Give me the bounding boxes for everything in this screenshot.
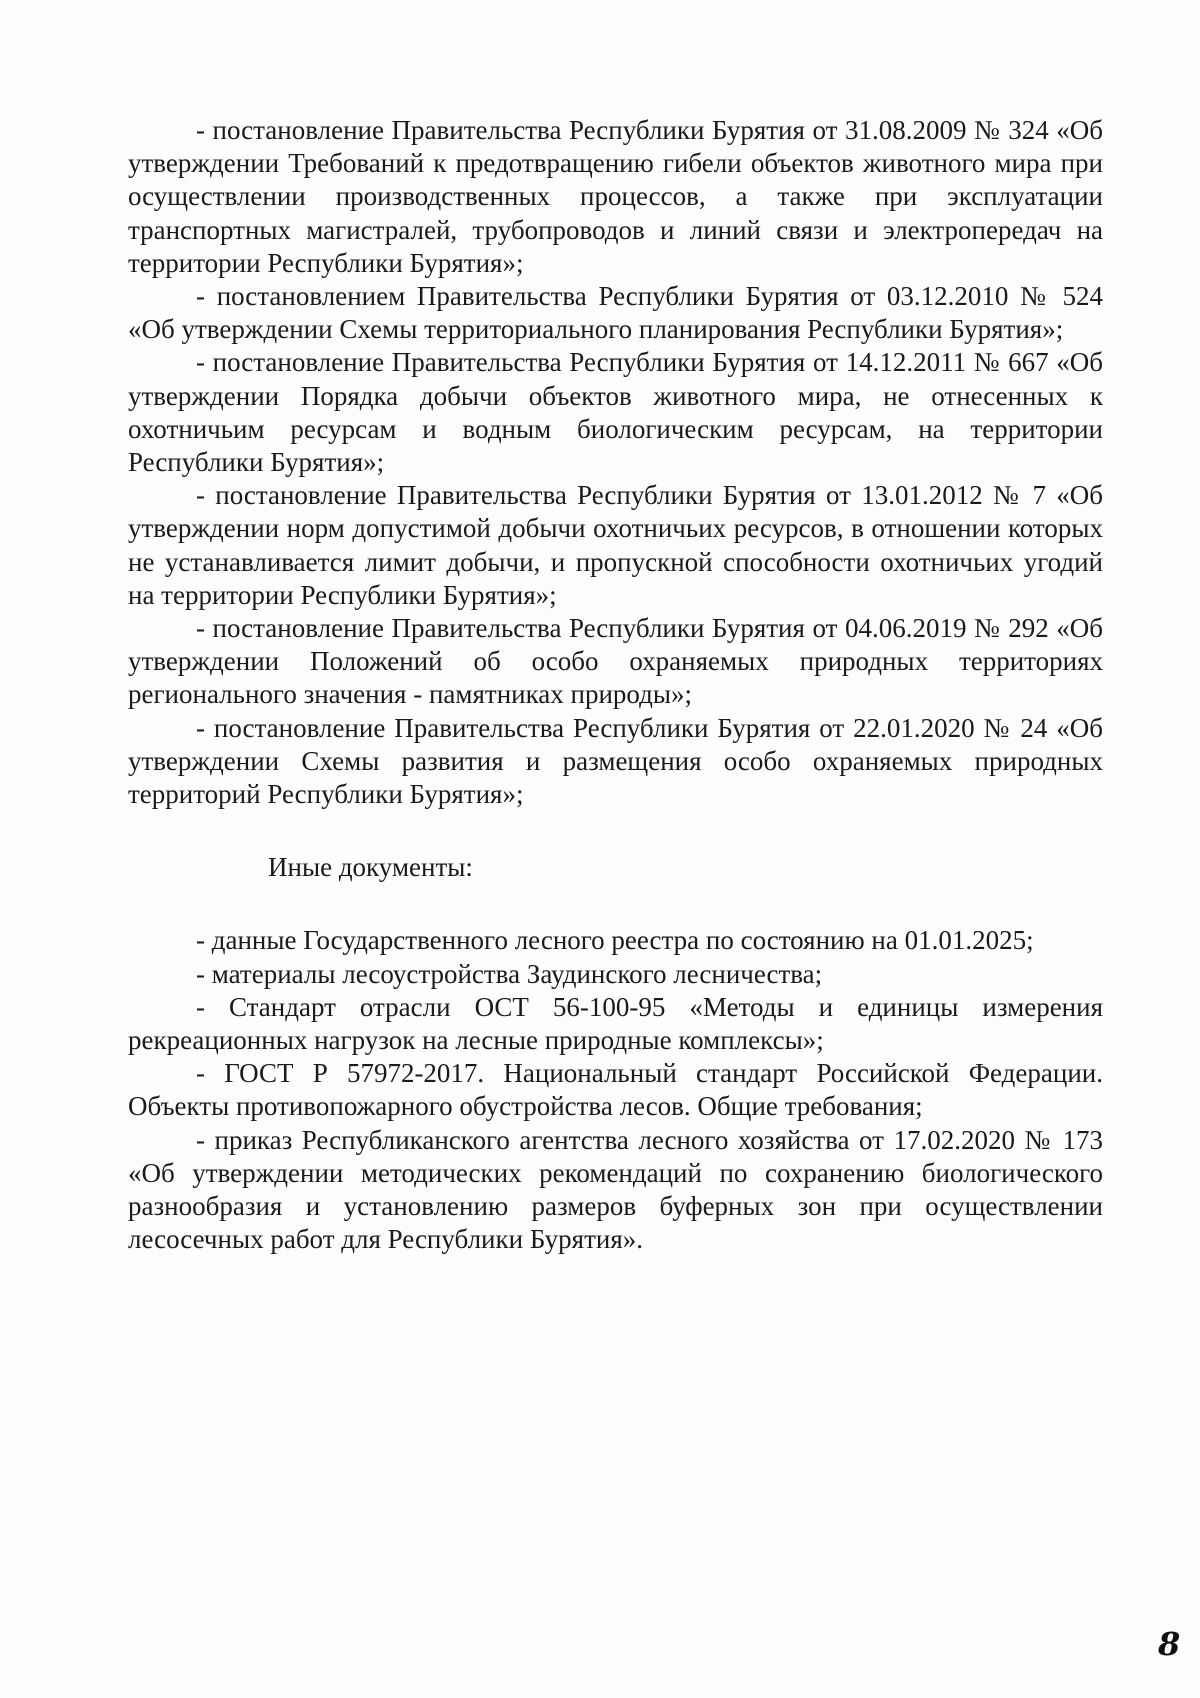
list-item-gost-standard: - ГОСТ Р 57972-2017. Национальный стандарт Российской Федерации. Объекты противопожарного обустройства лесов. Общие требования; [128, 1058, 1103, 1122]
list-item-resolution-292: - постановление Правительства Республики Бурятия от 04.06.2019 № 292 «Об утверждении Положений об особо охраняемых природных территориях регионального значения - памятниках природы»; [128, 613, 1103, 710]
list-item-agency-order: - приказ Республиканского агентства лесного хозяйства от 17.02.2020 № 173 «Об утверждении методических рекомендаций по сохранению биологического разнообразия и установлению размеров буферных зон при осуществлении лесосечных работ для Республики Бурятия». [128, 1124, 1103, 1255]
list-item-resolution-7: - постановление Правительства Республики Бурятия от 13.01.2012 № 7 «Об утверждении норм допустимой добычи охотничьих ресурсов, в отношении которых не устанавливается лимит добычи, и пропускной способности охотничьих угодий на территории Республики Бурятия»; [128, 480, 1103, 610]
list-item-resolution-524: - постановлением Правительства Республики Бурятия от 03.12.2010 № 524 «Об утверждении Схемы территориального планирования Республики Бурятия»; [128, 281, 1103, 345]
document-body [128, 114, 1103, 1257]
section-heading-other-documents: Иные документы: [268, 852, 473, 883]
list-item-resolution-324: - постановление Правительства Республики Бурятия от 31.08.2009 № 324 «Об утверждении Требований к предотвращению гибели объектов животного мира при осуществлении производственных процессов, а также при эксплуатации транспортных магистралей, трубопроводов и линий связи и электропередач на территории Республики Бурятия»; [128, 115, 1103, 278]
list-item-resolution-667: - постановление Правительства Республики Бурятия от 14.12.2011 № 667 «Об утверждении Порядка добычи объектов животного мира, не отнесенных к охотничьим ресурсам и водным биологическим ресурсам, на территории Республики Бурятия»; [128, 347, 1103, 478]
list-item-forest-inventory: - материалы лесоустройства Заудинского лесничества; [196, 958, 823, 989]
page-number: 8 [1158, 1625, 1181, 1663]
list-item-resolution-24: - постановление Правительства Республики Бурятия от 22.01.2020 № 24 «Об утверждении Схемы развития и размещения особо охраняемых природных территорий Республики Бурятия»; [128, 712, 1103, 810]
list-item-forest-registry: - данные Государственного лесного реестра по состоянию на 01.01.2025; [196, 925, 1034, 956]
list-item-ost-standard: - Стандарт отрасли ОСТ 56-100-95 «Методы и единицы измерения рекреационных нагрузок на лесные природные комплексы»; [128, 991, 1103, 1056]
